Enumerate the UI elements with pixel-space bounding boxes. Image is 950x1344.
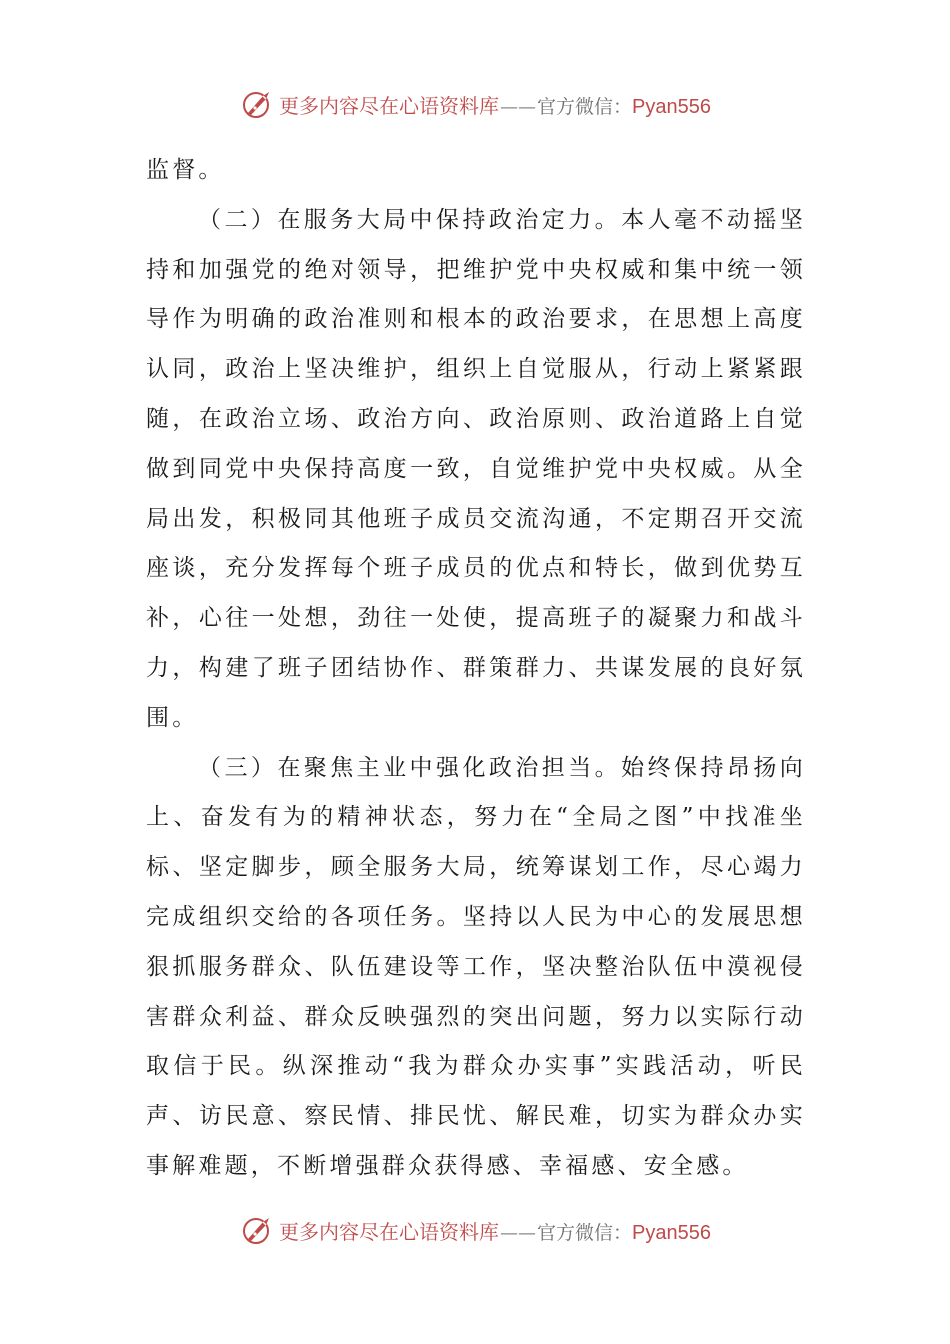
paragraph-section-two: （二）在服务大局中保持政治定力。本人毫不动摇坚持和加强党的绝对领导，把维护党中央权威和集中统一领导作为明确的政治准则和根本的政治要求，在思想上高度认同，政治上坚决维护，组织上自觉服从，行动上紧紧跟随，在政治立场、政治方向、政治原则、政治道路上自觉做到同党中央保持高度一致，自觉维护党中央权威。从全局出发，积极同其他班子成员交流沟通，不定期召开交流座谈，充分发挥每个班子成员的优点和特长，做到优势互补，心往一处想，劲往一处使，提高班子的凝聚力和战斗力，构建了班子团结协作、群策群力、共谋发展的良好氛围。 xyxy=(146,206,806,731)
banner-main-text: 更多内容尽在心语资料库 xyxy=(279,1219,499,1244)
pen-nib-circle-icon xyxy=(239,86,275,122)
banner-main-text: 更多内容尽在心语资料库 xyxy=(279,93,499,118)
document-body xyxy=(146,146,806,1192)
paragraph-continuation: 监督。 xyxy=(146,157,225,183)
paragraph-section-three: （三）在聚焦主业中强化政治担当。始终保持昂扬向上、奋发有为的精神状态，努力在“全局之图”中找准坐标、坚定脚步，顾全服务大局，统筹谋划工作，尽心竭力完成组织交给的各项任务。坚持以人民为中心的发展思想狠抓服务群众、队伍建设等工作，坚决整治队伍中漠视侵害群众利益、群众反映强烈的突出问题，努力以实际行动取信于民。纵深推动“我为群众办实事”实践活动，听民声、访民意、察民情、排民忧、解民难，切实为群众办实事解难题，不断增强群众获得感、幸福感、安全感。 xyxy=(146,754,806,1179)
pen-nib-circle-icon xyxy=(239,1212,275,1248)
banner-separator: —— xyxy=(500,96,536,118)
footer-watermark-banner xyxy=(0,1210,950,1250)
banner-wechat-label: 官方微信： xyxy=(537,1221,633,1244)
banner-wechat-id: Pyan556 xyxy=(632,1221,711,1244)
banner-wechat-label: 官方微信： xyxy=(537,95,633,118)
banner-wechat-id: Pyan556 xyxy=(632,95,711,118)
header-watermark-banner xyxy=(0,84,950,124)
banner-separator: —— xyxy=(500,1222,536,1244)
